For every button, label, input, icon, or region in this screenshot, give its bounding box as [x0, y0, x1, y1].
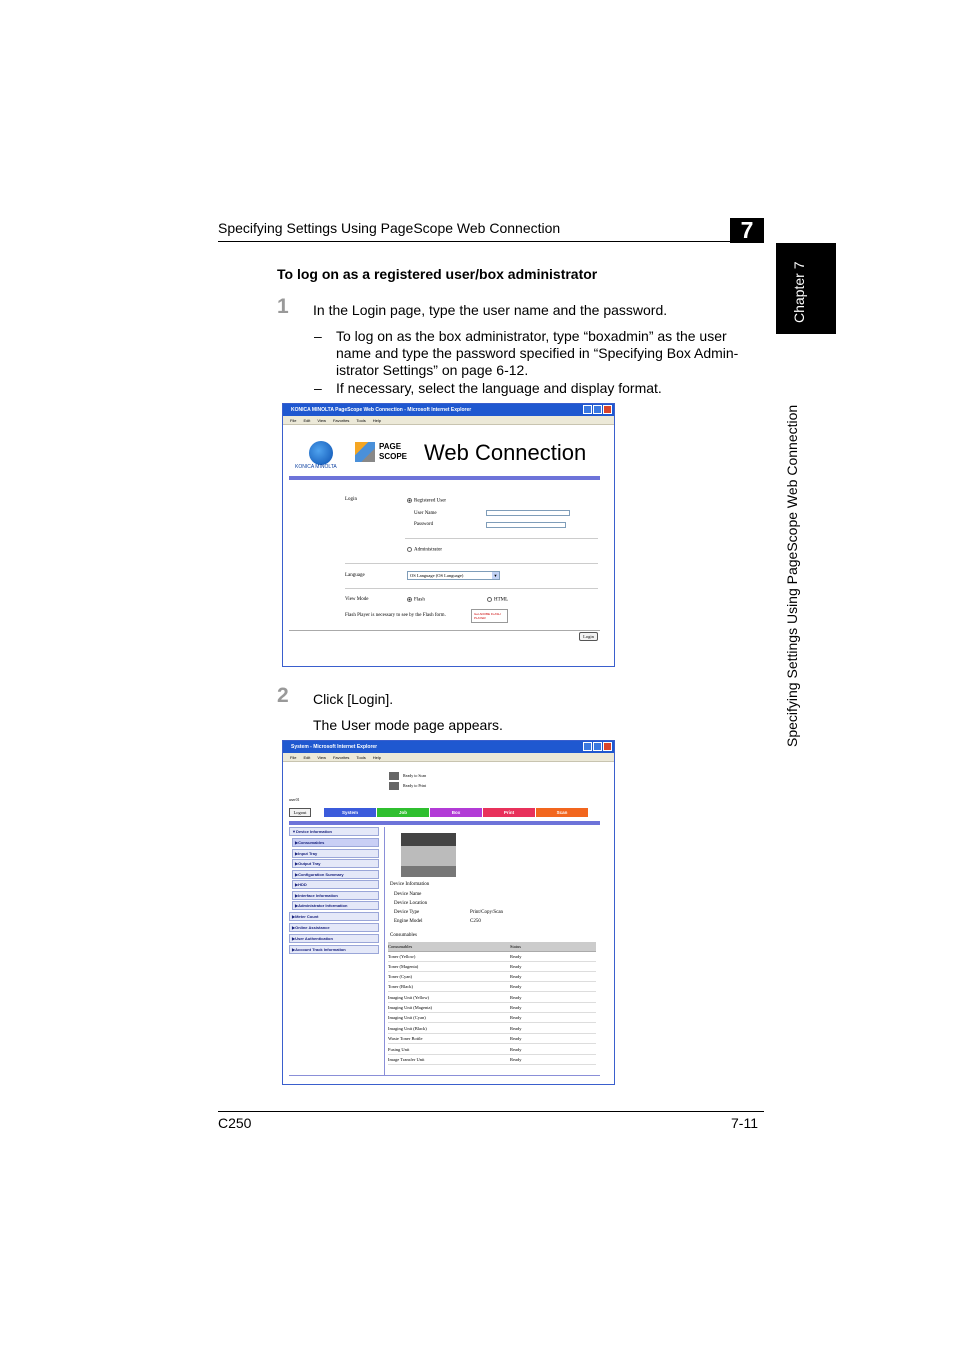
- bullet-1-line-3: istrator Settings” on page 6-12.: [336, 362, 529, 378]
- row-status: Ready: [510, 995, 522, 1000]
- footer-page-number: 7-11: [731, 1115, 758, 1131]
- step-2-text: Click [Login].: [313, 691, 394, 707]
- menu-edit[interactable]: Edit: [303, 755, 311, 760]
- printer-icon: [389, 782, 399, 790]
- table-row: [388, 1055, 596, 1065]
- table-row: [388, 993, 596, 1003]
- brand-name: KONICA MINOLTA: [295, 464, 337, 470]
- row-item: Imaging Unit (Black): [388, 1026, 427, 1031]
- row-item: Image Transfer Unit: [388, 1057, 425, 1062]
- logo-scope: SCOPE: [379, 452, 408, 461]
- menu-favorites[interactable]: Favorites: [332, 418, 350, 423]
- radio-html[interactable]: [487, 597, 492, 602]
- tab-print[interactable]: Print: [483, 808, 535, 817]
- engine-model-value: C250: [470, 919, 481, 924]
- user-mode-screenshot: [282, 740, 615, 1085]
- menu-file[interactable]: File: [290, 755, 297, 760]
- engine-model-label: Engine Model: [394, 919, 423, 924]
- table-row: [388, 1024, 596, 1034]
- consumables-heading: Consumables: [390, 933, 417, 938]
- minimize-icon[interactable]: [583, 405, 592, 414]
- divider: [345, 588, 598, 589]
- row-item: Imaging Unit (Cyan): [388, 1015, 426, 1020]
- footer-rule: [289, 1075, 600, 1076]
- nav-account-track-information[interactable]: ▶Account Track Information: [289, 945, 379, 954]
- nav-meter-count[interactable]: ▶Meter Count: [289, 912, 379, 921]
- chevron-down-icon[interactable]: ▼: [493, 573, 498, 578]
- chapter-tab: [776, 243, 836, 334]
- flash-label: Flash: [414, 597, 425, 603]
- divider: [289, 630, 600, 631]
- row-status: Ready: [510, 1005, 522, 1010]
- table-row: [388, 962, 596, 972]
- chapter-number-box: 7: [730, 218, 764, 243]
- table-header: [388, 942, 596, 952]
- language-select-value: OS Language (OS Language): [410, 573, 464, 578]
- row-status: Ready: [510, 1057, 522, 1062]
- administrator-label: Administrator: [414, 547, 443, 553]
- copier-image: [401, 833, 456, 877]
- row-status: Ready: [510, 1015, 522, 1020]
- row-item: Toner (Cyan): [388, 974, 413, 979]
- radio-administrator[interactable]: [407, 547, 412, 552]
- flash-note: Flash Player is necessary to see by the Flash form.: [345, 613, 446, 618]
- nav-online-assistance[interactable]: ▶Online Assistance: [289, 923, 379, 932]
- ie-window-title: System - Microsoft Internet Explorer: [291, 744, 378, 750]
- side-title: Specifying Settings Using PageScope Web Connection: [784, 404, 800, 747]
- col-consumables: Consumables: [388, 944, 413, 949]
- close-icon[interactable]: [603, 405, 612, 414]
- ie-window-title: KONICA MINOLTA PageScope Web Connection - Microsoft Internet Explorer: [291, 407, 472, 413]
- section-title: To log on as a registered user/box administrator: [277, 266, 598, 282]
- row-status: Ready: [510, 1026, 522, 1031]
- ie-menu-bar: [283, 416, 614, 425]
- menu-tools[interactable]: Tools: [356, 418, 366, 423]
- minimize-icon[interactable]: [583, 742, 592, 751]
- step-1-text: In the Login page, type the user name and the password.: [313, 302, 668, 318]
- device-type-label: Device Type: [394, 910, 420, 915]
- menu-edit[interactable]: Edit: [303, 418, 311, 423]
- banner-bar: [289, 476, 600, 480]
- nav-consumables[interactable]: ▶Consumables: [292, 838, 379, 847]
- bullet-2: If necessary, select the language and display format.: [336, 380, 662, 396]
- running-header: Specifying Settings Using PageScope Web Connection: [218, 220, 561, 236]
- administrator-option[interactable]: [407, 547, 442, 553]
- user-name-input[interactable]: [486, 510, 570, 516]
- language-select[interactable]: [407, 571, 500, 580]
- row-item: Imaging Unit (Magenta): [388, 1005, 432, 1010]
- ie-menu-bar: [283, 753, 614, 762]
- tab-box[interactable]: Box: [430, 808, 482, 817]
- tab-system[interactable]: System: [324, 808, 376, 817]
- table-row: [388, 1013, 596, 1023]
- menu-view[interactable]: View: [317, 418, 326, 423]
- registered-user-option[interactable]: [407, 498, 446, 504]
- step-number-1: 1: [277, 295, 289, 318]
- footer-rule: [218, 1111, 764, 1112]
- pagescope-logo-icon: [355, 442, 375, 462]
- col-status: Status: [510, 944, 522, 949]
- ie-title-bar: [283, 741, 614, 753]
- user-name-label: User Name: [414, 511, 437, 516]
- login-button[interactable]: Login: [579, 632, 598, 641]
- row-status: Ready: [510, 1036, 522, 1041]
- menu-help[interactable]: Help: [372, 418, 381, 423]
- row-status: Ready: [510, 984, 522, 989]
- nav-configuration-summary[interactable]: ▶Configuration Summary: [292, 870, 379, 879]
- bullet-1-line-2: name and type the password specified in “Specifying Box Admin-: [336, 345, 739, 361]
- radio-flash[interactable]: [407, 597, 412, 602]
- bullet-dash: –: [314, 380, 322, 396]
- device-name-label: Device Name: [394, 892, 422, 897]
- ie-title-bar: [283, 404, 614, 416]
- step-2-result: The User mode page appears.: [313, 717, 503, 733]
- status-print: Ready to Print: [403, 783, 427, 788]
- divider: [345, 563, 598, 564]
- row-status: Ready: [510, 964, 522, 969]
- table-row: [388, 952, 596, 962]
- login-label: Login: [345, 497, 357, 502]
- nav-output-tray[interactable]: ▶Output Tray: [292, 859, 379, 868]
- banner-bar: [289, 821, 600, 825]
- row-item: Toner (Magenta): [388, 964, 419, 969]
- bullet-1-line-1: To log on as the box administrator, type “boxadmin” as the user: [336, 328, 727, 344]
- nav-interface-information[interactable]: ▶Interface Information: [292, 891, 379, 900]
- close-icon[interactable]: [603, 742, 612, 751]
- menu-favorites[interactable]: Favorites: [332, 755, 350, 760]
- flash-option[interactable]: [407, 597, 425, 603]
- table-row: [388, 972, 596, 982]
- device-type-value: Print/Copy/Scan: [470, 910, 504, 915]
- device-info-heading: Device Information: [390, 882, 430, 887]
- menu-tools[interactable]: Tools: [356, 755, 366, 760]
- row-status: Ready: [510, 974, 522, 979]
- konica-minolta-logo-icon: [309, 441, 333, 465]
- table-row: [388, 1045, 596, 1055]
- logo-page: PAGE: [379, 442, 402, 451]
- radio-registered-user[interactable]: [407, 498, 412, 503]
- menu-view[interactable]: View: [317, 755, 326, 760]
- row-status: Ready: [510, 1047, 522, 1052]
- table-row: [388, 1034, 596, 1044]
- nav-user-authentication[interactable]: ▶User Authentication: [289, 934, 379, 943]
- row-item: Imaging Unit (Yellow): [388, 995, 430, 1000]
- language-label: Language: [345, 573, 365, 578]
- divider: [405, 538, 598, 539]
- nav-device-information[interactable]: ▼Device Information: [289, 827, 379, 836]
- registered-user-label: Registered User: [414, 498, 447, 504]
- user-name: user01: [289, 797, 300, 802]
- row-item: Toner (Black): [388, 984, 414, 989]
- password-input[interactable]: [486, 522, 566, 528]
- web-connection-title: Web Connection: [424, 440, 587, 465]
- tab-scan[interactable]: Scan: [536, 808, 588, 817]
- password-label: Password: [414, 522, 434, 527]
- step-number-2: 2: [277, 684, 289, 707]
- chapter-tab-label: Chapter 7: [791, 261, 807, 323]
- nav-input-tray[interactable]: ▶Input Tray: [292, 849, 379, 858]
- nav-hdd[interactable]: ▶HDD: [292, 880, 379, 889]
- footer-model: C250: [218, 1115, 252, 1131]
- maximize-icon[interactable]: [593, 405, 602, 414]
- login-page-screenshot: [282, 403, 615, 667]
- scanner-icon: [389, 772, 399, 780]
- table-row: [388, 982, 596, 992]
- device-location-label: Device Location: [394, 901, 428, 906]
- maximize-icon[interactable]: [593, 742, 602, 751]
- nav-divider: [384, 827, 385, 1075]
- menu-help[interactable]: Help: [372, 755, 381, 760]
- row-item: Fusing Unit: [388, 1047, 410, 1052]
- tab-job[interactable]: Job: [377, 808, 429, 817]
- nav-administrator-information[interactable]: ▶Administrator Information: [292, 901, 379, 910]
- logout-button[interactable]: Logout: [289, 808, 311, 817]
- html-label: HTML: [494, 597, 509, 603]
- html-option[interactable]: [487, 597, 508, 603]
- status-scan: Ready to Scan: [403, 773, 427, 778]
- header-rule: [218, 241, 764, 242]
- table-row: [388, 1003, 596, 1013]
- view-mode-label: View Mode: [345, 597, 369, 602]
- row-item: Toner (Yellow): [388, 954, 416, 959]
- row-item: Waste Toner Bottle: [388, 1036, 423, 1041]
- get-flash-player-badge[interactable]: Get ADOBE FLASH PLAYER: [471, 609, 508, 623]
- menu-file[interactable]: File: [290, 418, 297, 423]
- row-status: Ready: [510, 954, 522, 959]
- bullet-dash: –: [314, 328, 322, 344]
